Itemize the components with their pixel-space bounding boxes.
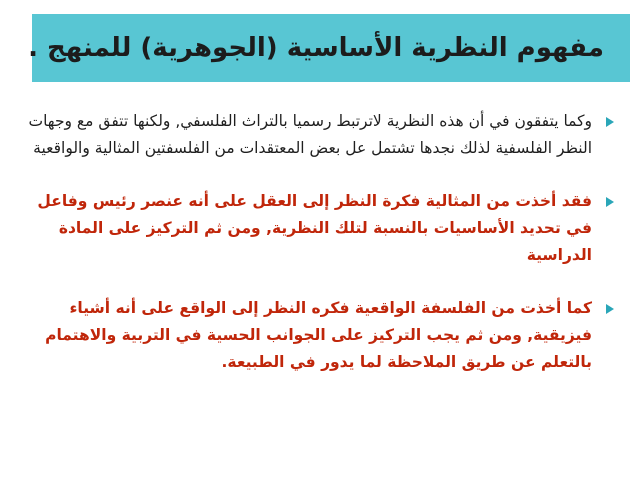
slide-content (28, 108, 618, 376)
triangle-bullet-icon (606, 117, 614, 127)
slide-title: مفهوم النظرية الأساسية (الجوهرية) للمنهج . (28, 33, 604, 63)
title-bar (28, 14, 630, 82)
bullet-item (28, 108, 618, 162)
bullet-text: فقد أخذت من المثالية فكرة النظر إلى العقل على أنه عنصر رئيس وفاعل في تحديد الأساسيات بالنسبة لتلك النظرية, ومن ثم التركيز على المادة الدراسية (37, 192, 592, 264)
bullet-item (28, 295, 618, 376)
bullet-text: كما أخذت من الفلسفة الواقعية فكره النظر إلى الواقع على أنه أشياء فيزيقية, ومن ثم يجب التركيز على الجوانب الحسية في التربية والاهتمام بالتعلم عن طريق الملاحظة لما يدور في الطبيعة. (45, 299, 592, 371)
triangle-bullet-icon (606, 197, 614, 207)
bullet-item (28, 188, 618, 269)
triangle-bullet-icon (606, 304, 614, 314)
bullet-text: وكما يتفقون في أن هذه النظرية لاترتبط رسميا بالتراث الفلسفي, ولكنها تتفق مع وجهات النظر الفلسفية لذلك نجدها تشتمل عل بعض المعتقدات من الفلسفتين المثالية والواقعية (28, 112, 592, 157)
